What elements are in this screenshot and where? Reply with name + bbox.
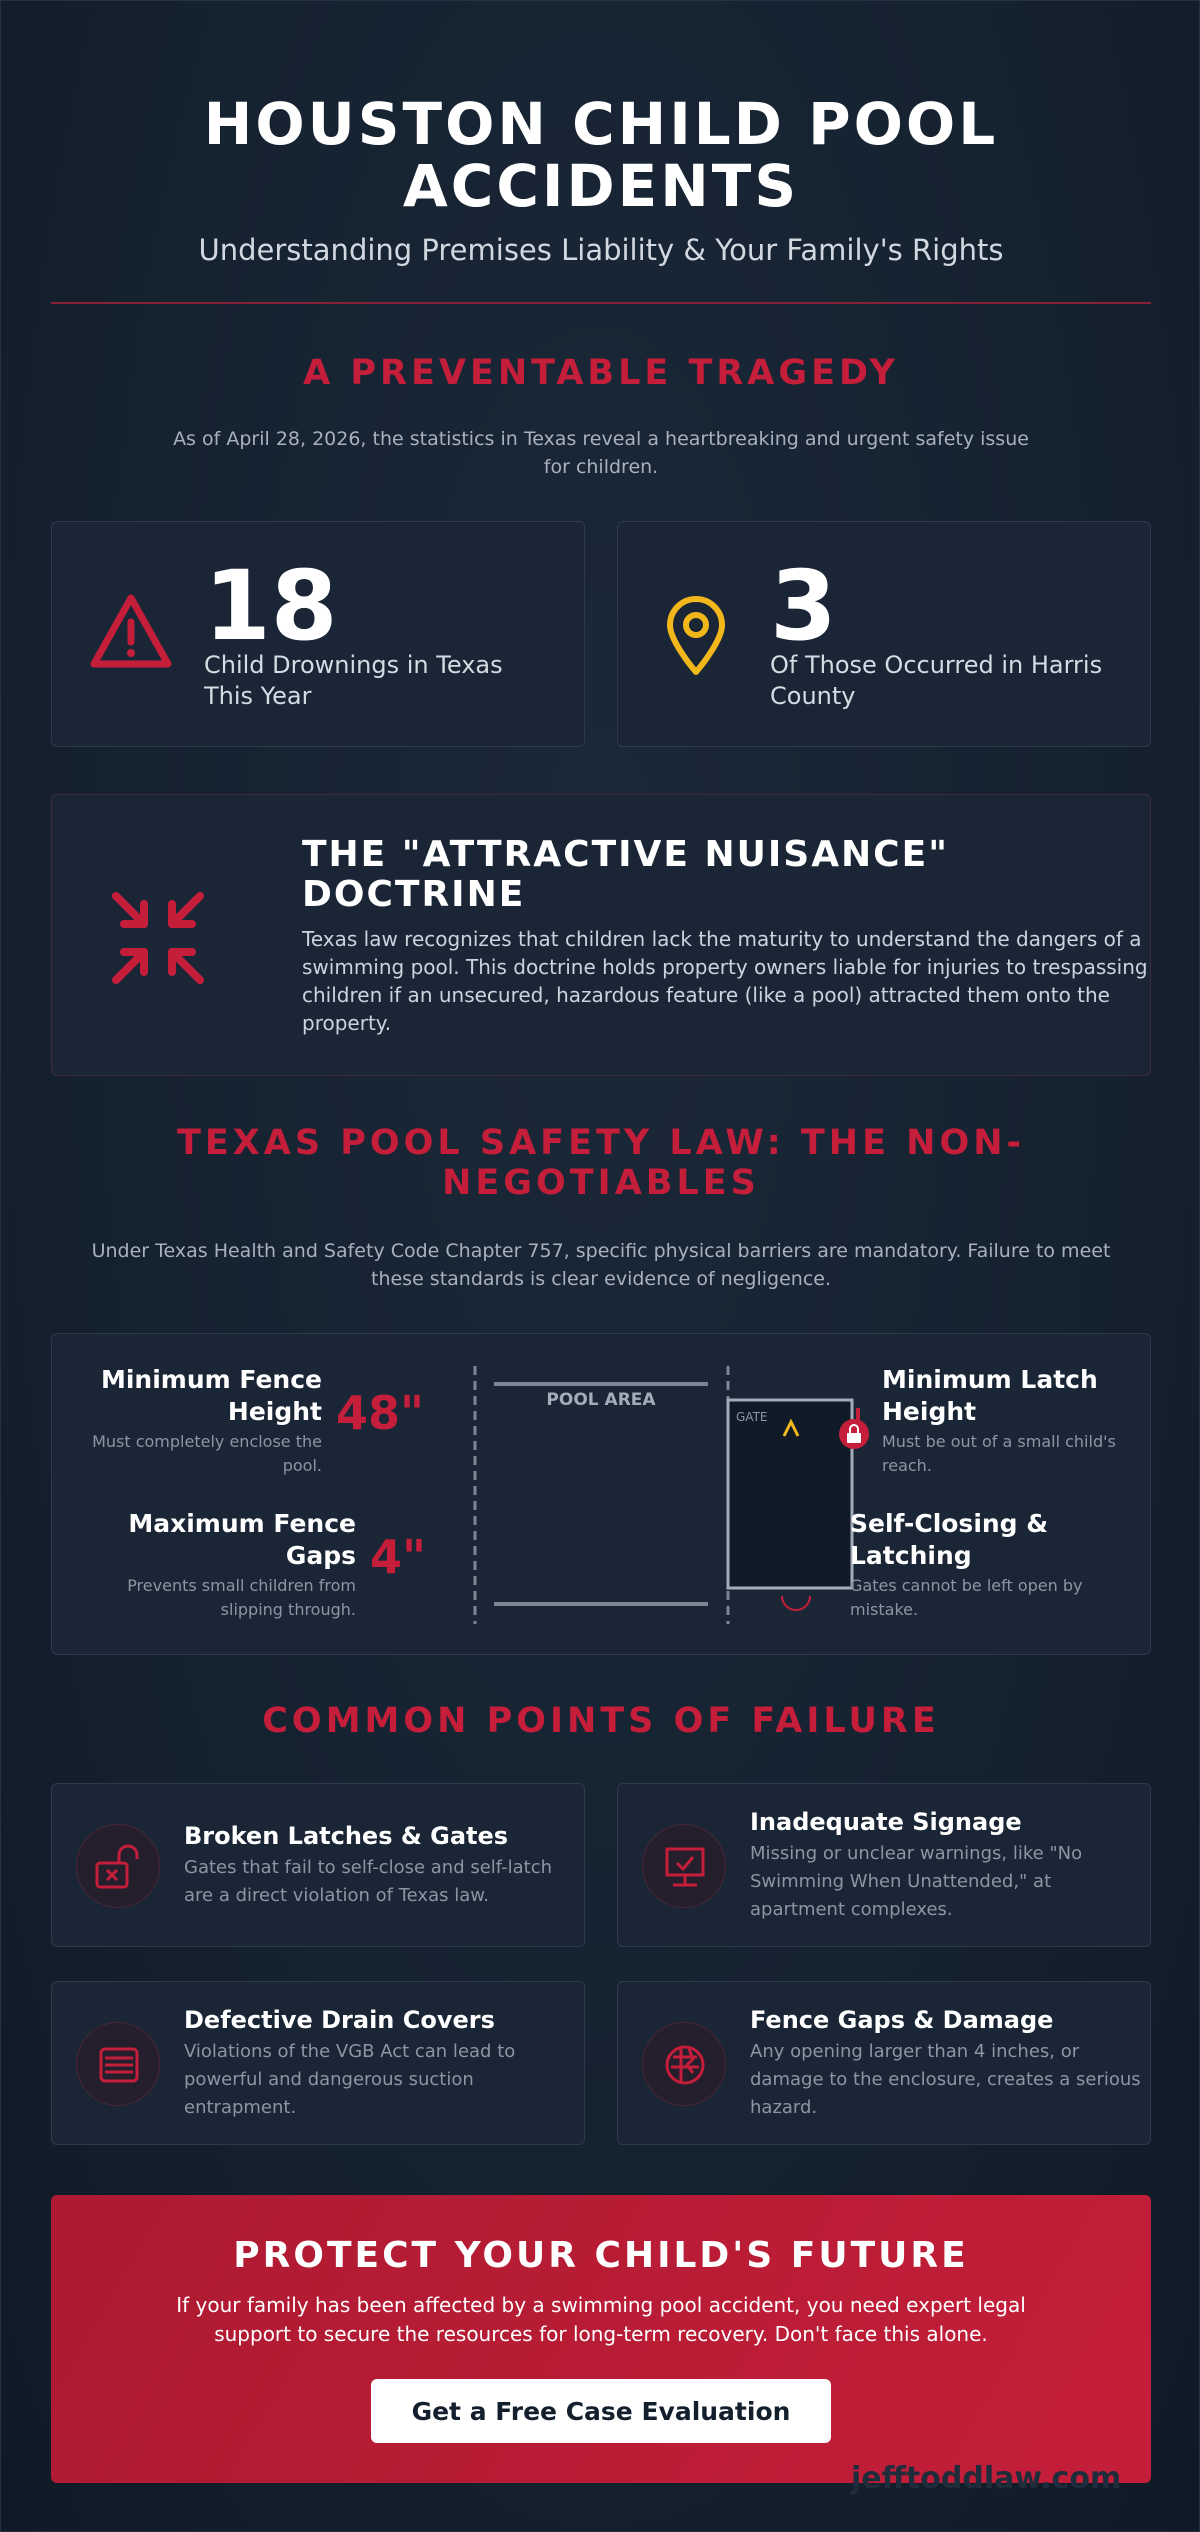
- pool-area-label: POOL AREA: [546, 1390, 656, 1410]
- page-title: HOUSTON CHILD POOL ACCIDENTS: [203, 90, 999, 220]
- stat-value: 3: [770, 550, 837, 662]
- doctrine-title: THE "ATTRACTIVE NUISANCE" DOCTRINE: [302, 834, 949, 915]
- sign-board-icon: [642, 1824, 726, 1908]
- law-item-desc: Gates cannot be left open by mistake.: [850, 1576, 1083, 1619]
- failure-title: Broken Latches & Gates: [184, 1822, 509, 1850]
- law-item-desc: Must completely enclose the pool.: [92, 1432, 322, 1475]
- law-lead: Under Texas Health and Safety Code Chapter 757, specific physical barriers are mandatory. Failure to meet these standards is clear evidence of negligence.: [91, 1240, 1111, 1290]
- law-item-title: Maximum Fence Gaps: [128, 1509, 356, 1570]
- watermark: jefftoddlaw.com: [851, 2461, 1122, 2496]
- stat-card-harris: [617, 521, 1151, 747]
- drain-cover-icon: [76, 2022, 160, 2106]
- failure-desc: Gates that fail to self-close and self-latch are a direct violation of Texas law.: [184, 1857, 553, 1906]
- page-subtitle: Understanding Premises Liability & Your Family's Rights: [198, 233, 1004, 267]
- doctrine-body: Texas law recognizes that children lack the maturity to understand the dangers of a swimming pool. This doctrine holds property owners liable for injuries to trespassing children if an unsecured, hazardous feature (like a pool) attracted them onto the property.: [302, 927, 1148, 1035]
- fence-gap-value: 4": [370, 1530, 426, 1584]
- law-item-desc: Prevents small children from slipping through.: [127, 1576, 356, 1619]
- cta-title: PROTECT YOUR CHILD'S FUTURE: [233, 2235, 969, 2276]
- stat-value: 18: [204, 550, 338, 662]
- fence-height-value: 48": [336, 1386, 424, 1440]
- law-item-title: Minimum Latch Height: [882, 1365, 1098, 1426]
- header-divider: [51, 302, 1151, 304]
- law-item-desc: Must be out of a small child's reach.: [882, 1432, 1116, 1475]
- stat-label: Of Those Occurred in Harris County: [770, 651, 1103, 710]
- failure-desc: Violations of the VGB Act can lead to powerful and dangerous suction entrapment.: [184, 2041, 516, 2118]
- cta-banner: [51, 2195, 1151, 2483]
- free-case-evaluation-button[interactable]: Get a Free Case Evaluation: [371, 2379, 831, 2443]
- failure-title: Fence Gaps & Damage: [750, 2006, 1054, 2034]
- failure-card: [51, 1783, 585, 1947]
- gate-label: GATE: [736, 1410, 768, 1424]
- law-item-title: Self-Closing & Latching: [850, 1509, 1049, 1570]
- failures-heading: COMMON POINTS OF FAILURE: [262, 1701, 940, 1741]
- failure-card: [617, 1981, 1151, 2145]
- failure-card: [51, 1981, 585, 2145]
- tragedy-lead: As of April 28, 2026, the statistics in Texas reveal a heartbreaking and urgent safety issue for children.: [173, 428, 1029, 478]
- failure-title: Defective Drain Covers: [184, 2006, 495, 2034]
- failure-title: Inadequate Signage: [750, 1808, 1022, 1836]
- cta-body: If your family has been affected by a swimming pool accident, you need expert legal support to secure the resources for long-term recovery. Don't face this alone.: [176, 2293, 1026, 2346]
- law-diagram-card: [51, 1333, 1151, 1655]
- compress-arrows-icon: [108, 888, 208, 988]
- doctrine-card: [51, 794, 1151, 1076]
- failure-desc: Any opening larger than 4 inches, or damage to the enclosure, creates a serious hazard.: [750, 2041, 1141, 2118]
- failure-desc: Missing or unclear warnings, like "No Swimming When Unattended," at apartment complexes.: [750, 1843, 1083, 1920]
- damaged-fence-icon: [642, 2022, 726, 2106]
- law-heading: TEXAS POOL SAFETY LAW: THE NON-NEGOTIABLES: [176, 1123, 1026, 1203]
- map-pin-icon: [664, 594, 728, 678]
- warning-triangle-icon: [88, 592, 174, 672]
- tragedy-heading: A PREVENTABLE TRAGEDY: [303, 353, 899, 393]
- stat-label: Child Drownings in Texas This Year: [204, 651, 503, 710]
- law-item-title: Minimum Fence Height: [100, 1365, 322, 1426]
- failure-card: [617, 1783, 1151, 1947]
- stat-card-texas: [51, 521, 585, 747]
- broken-lock-icon: [76, 1824, 160, 1908]
